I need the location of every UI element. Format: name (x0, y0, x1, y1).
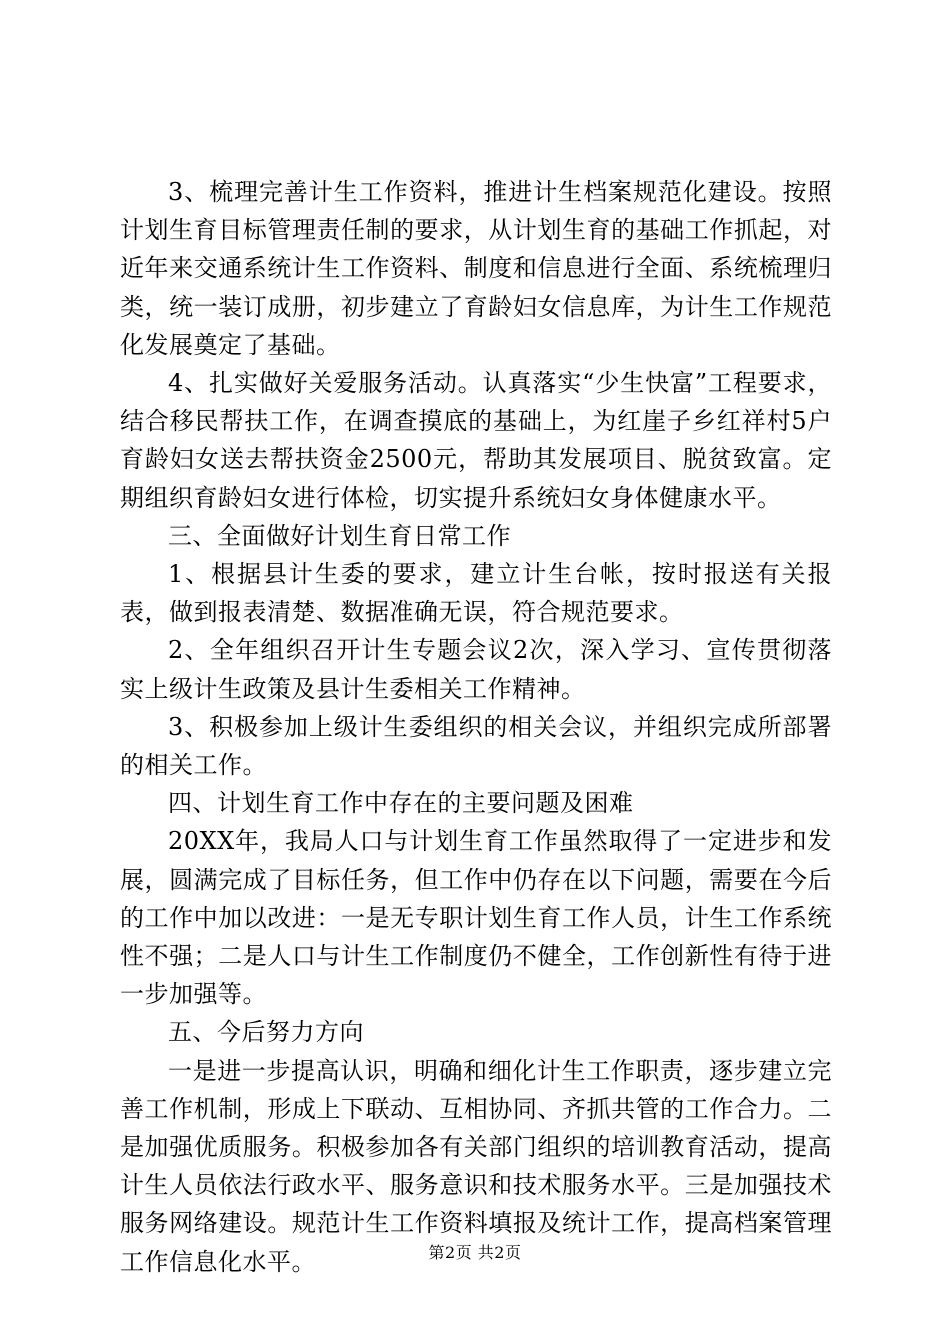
section-heading-future-direction: 五、今后努力方向 (168, 1018, 364, 1047)
paragraph-attend-meetings: 3、积极参加上级计生委组织的相关会议，并组织完成所部署的相关工作。 (120, 712, 832, 780)
section-heading-daily-work: 三、全面做好计划生育日常工作 (168, 521, 511, 550)
paragraph-care-services: 4、扎实做好关爱服务活动。认真落实“少生快富”工程要求，结合移民帮扶工作，在调查摸底的基础上，为红崖子乡红祥村5户育龄妇女送去帮扶资金2500元，帮助其发展项目、脱贫致富。定期组织育龄妇女进行体检，切实提升系统妇女身体健康水平。 (120, 369, 832, 512)
paragraph-archive-standardization: 3、梳理完善计生工作资料，推进计生档案规范化建设。按照计划生育目标管理责任制的要求，从计划生育的基础工作抓起，对近年来交通系统计生工作资料、制度和信息进行全面、系统梳理归类，统一装订成册，初步建立了育龄妇女信息库，为计生工作规范化发展奠定了基础。 (120, 178, 832, 359)
document-body (120, 173, 832, 1281)
paragraph-problems: 20XX年，我局人口与计划生育工作虽然取得了一定进步和发展，圆满完成了目标任务，但工作中仍存在以下问题，需要在今后的工作中加以改进：一是无专职计划生育工作人员，计生工作系统性不强；二是人口与计生工作制度仍不健全，工作创新性有待于进一步加强等。 (120, 827, 832, 1009)
section-heading-problems: 四、计划生育工作中存在的主要问题及困难 (168, 789, 634, 818)
paragraph-meetings: 2、全年组织召开计生专题会议2次，深入学习、宣传贯彻落实上级计生政策及县计生委相关工作精神。 (120, 636, 832, 703)
page-footer: 第2页 共2页 (428, 1243, 522, 1262)
paragraph-future-direction: 一是进一步提高认识，明确和细化计生工作职责，逐步建立完善工作机制，形成上下联动、互相协同、齐抓共管的工作合力。二是加强优质服务。积极参加各有关部门组织的培训教育活动，提高计生人员依法行政水平、服务意识和技术服务水平。三是加强技术服务网络建设。规范计生工作资料填报及统计工作，提高档案管理工作信息化水平。 (120, 1056, 832, 1276)
paragraph-reporting: 1、根据县计生委的要求，建立计生台帐，按时报送有关报表，做到报表清楚、数据准确无误，符合规范要求。 (120, 560, 832, 627)
